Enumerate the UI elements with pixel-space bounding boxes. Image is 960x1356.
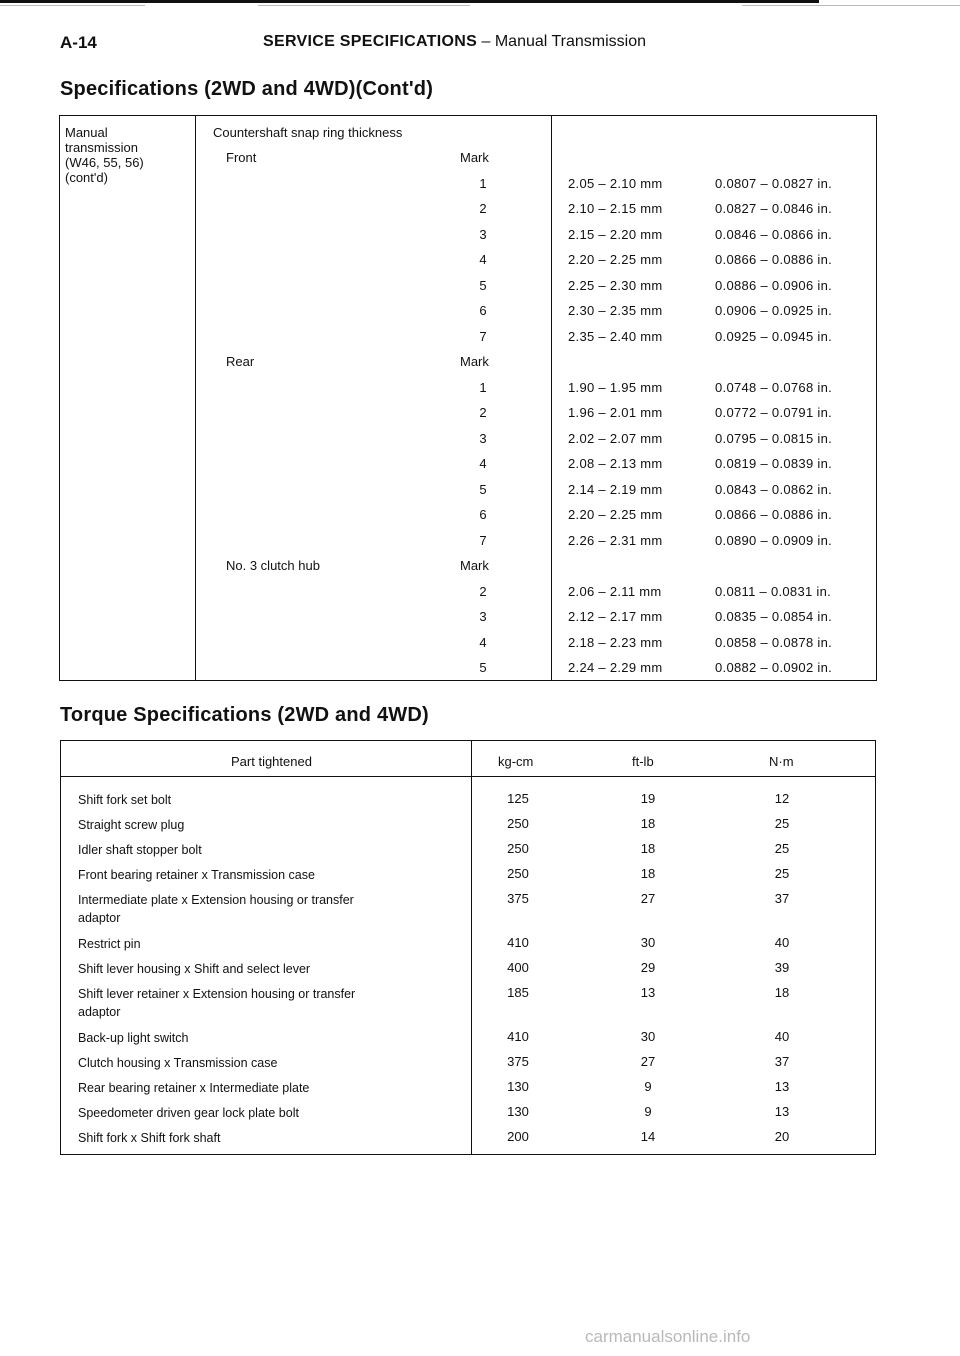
torque-part [78, 960, 428, 978]
mark-value: 2 [479, 201, 487, 216]
torque-ftlb: 30 [640, 935, 656, 950]
torque-kgcm: 410 [507, 935, 529, 950]
torque-ftlb: 9 [644, 1079, 652, 1094]
top-rule-right [742, 5, 960, 6]
mark-label: Mark [460, 150, 489, 165]
torque-part-line: Speedometer driven gear lock plate bolt [78, 1106, 299, 1120]
spec-category [65, 125, 144, 185]
mark-value: 5 [479, 660, 487, 675]
range-mm: 2.25 – 2.30 mm [568, 277, 663, 293]
range-mm: 2.20 – 2.25 mm [568, 252, 663, 267]
torque-nm: 40 [774, 1029, 790, 1044]
torque-nm: 37 [774, 1054, 790, 1069]
range-mm: 2.30 – 2.35 mm [568, 303, 663, 318]
torque-nm: 37 [774, 891, 790, 906]
torque-part-line: Back-up light switch [78, 1031, 189, 1045]
torque-part-line: Straight screw plug [78, 818, 185, 832]
mark-value: 3 [479, 430, 487, 446]
torque-part-line: Rear bearing retainer x Intermediate plate [78, 1081, 310, 1095]
torque-ftlb: 18 [640, 816, 656, 831]
range-inch: 0.0827 – 0.0846 in. [715, 201, 833, 216]
torque-kgcm: 200 [507, 1129, 529, 1144]
torque-part-line: Intermediate plate x Extension housing or transfer [78, 893, 354, 907]
mark-value: 6 [479, 303, 487, 318]
header-title-rest: – Manual Transmission [477, 33, 647, 50]
torque-part-line: Shift lever retainer x Extension housing or transfer [78, 987, 356, 1001]
mark-value: 1 [479, 175, 487, 191]
range-mm: 2.26 – 2.31 mm [568, 532, 663, 548]
spec-table-divider [195, 116, 196, 680]
range-mm: 2.12 – 2.17 mm [568, 609, 663, 624]
torque-part [78, 891, 428, 927]
group-name: No. 3 clutch hub [226, 558, 320, 573]
torque-nm: 13 [774, 1079, 790, 1094]
top-rule-left [0, 5, 145, 6]
torque-kgcm: 375 [507, 1054, 529, 1069]
torque-kgcm: 250 [507, 841, 529, 856]
mark-value: 4 [479, 456, 487, 471]
torque-nm: 13 [774, 1104, 790, 1119]
torque-part-line: Shift lever housing x Shift and select lever [78, 962, 311, 976]
header-rule [0, 0, 819, 3]
torque-part-line: Restrict pin [78, 937, 141, 951]
torque-kgcm: 125 [507, 791, 529, 806]
range-mm: 2.20 – 2.25 mm [568, 507, 663, 522]
torque-ftlb: 29 [640, 960, 656, 975]
range-mm: 2.15 – 2.20 mm [568, 226, 663, 242]
spec-table-divider [551, 116, 552, 680]
spec-item-title: Countershaft snap ring thickness [213, 125, 403, 140]
torque-kgcm: 375 [507, 891, 529, 906]
torque-ftlb: 13 [640, 985, 656, 1000]
torque-kgcm: 400 [507, 960, 529, 975]
torque-kgcm: 250 [507, 866, 529, 881]
mark-label: Mark [460, 558, 489, 573]
torque-part [78, 1029, 428, 1047]
range-inch: 0.0807 – 0.0827 in. [715, 175, 833, 191]
torque-part-line: Idler shaft stopper bolt [78, 843, 202, 857]
torque-ftlb: 30 [640, 1029, 656, 1044]
mark-value: 5 [479, 277, 487, 293]
range-mm: 2.08 – 2.13 mm [568, 456, 663, 471]
mark-value: 7 [479, 532, 487, 548]
spec-table [59, 115, 877, 681]
mark-value: 5 [479, 481, 487, 497]
mark-value: 4 [479, 634, 487, 650]
range-inch: 0.0843 – 0.0862 in. [715, 481, 833, 497]
mark-value: 3 [479, 609, 487, 624]
torque-kgcm: 130 [507, 1104, 529, 1119]
torque-ftlb: 9 [644, 1104, 652, 1119]
torque-nm: 25 [774, 841, 790, 856]
range-mm: 2.35 – 2.40 mm [568, 328, 663, 344]
torque-part [78, 935, 428, 953]
group-name: Rear [226, 354, 255, 369]
category-line: Manual [65, 125, 108, 140]
torque-part [78, 816, 428, 834]
mark-value: 1 [479, 379, 487, 395]
range-mm: 1.96 – 2.01 mm [568, 405, 663, 420]
range-mm: 2.06 – 2.11 mm [568, 583, 662, 599]
torque-part-line: adaptor [78, 911, 121, 925]
range-inch: 0.0811 – 0.0831 in. [715, 583, 832, 599]
mark-value: 2 [479, 583, 487, 599]
category-line: (cont'd) [65, 170, 108, 185]
range-inch: 0.0748 – 0.0768 in. [715, 379, 833, 395]
torque-nm: 18 [774, 985, 790, 1000]
range-mm: 2.10 – 2.15 mm [568, 201, 663, 216]
torque-part-line: Front bearing retainer x Transmission case [78, 868, 315, 882]
torque-part-line: Shift fork x Shift fork shaft [78, 1131, 221, 1145]
mark-value: 6 [479, 507, 487, 522]
range-inch: 0.0795 – 0.0815 in. [715, 430, 833, 446]
torque-part [78, 866, 428, 884]
range-inch: 0.0858 – 0.0878 in. [715, 634, 833, 650]
mark-value: 2 [479, 405, 487, 420]
torque-part [78, 791, 428, 809]
torque-nm: 25 [774, 816, 790, 831]
mark-label: Mark [460, 354, 489, 369]
torque-nm: 25 [774, 866, 790, 881]
footer-watermark: carmanualsonline.info [585, 1327, 751, 1346]
page-header-title [263, 33, 646, 51]
torque-nm: 40 [774, 935, 790, 950]
top-rule-mid [258, 5, 470, 6]
torque-section-title: Torque Specifications (2WD and 4WD) [60, 704, 429, 726]
torque-part-line: Clutch housing x Transmission case [78, 1056, 278, 1070]
torque-part [78, 985, 428, 1021]
page-number: A-14 [60, 33, 97, 52]
torque-ftlb: 18 [640, 841, 656, 856]
torque-kgcm: 250 [507, 816, 529, 831]
range-inch: 0.0882 – 0.0902 in. [715, 660, 833, 675]
torque-kgcm: 410 [507, 1029, 529, 1044]
header-kgcm: kg-cm [498, 754, 534, 769]
torque-nm: 12 [774, 791, 790, 806]
range-inch: 0.0866 – 0.0886 in. [715, 252, 833, 267]
torque-part-line: adaptor [78, 1005, 121, 1019]
torque-ftlb: 14 [640, 1129, 656, 1144]
torque-part [78, 841, 428, 859]
torque-ftlb: 27 [640, 891, 656, 906]
range-mm: 2.24 – 2.29 mm [568, 660, 663, 675]
torque-nm: 39 [774, 960, 790, 975]
range-inch: 0.0835 – 0.0854 in. [715, 609, 833, 624]
range-inch: 0.0866 – 0.0886 in. [715, 507, 833, 522]
torque-table [60, 740, 876, 1155]
torque-part [78, 1079, 428, 1097]
range-mm: 2.05 – 2.10 mm [568, 175, 663, 191]
category-line: (W46, 55, 56) [65, 155, 144, 170]
group-name: Front [226, 150, 257, 165]
torque-part [78, 1129, 428, 1147]
range-mm: 1.90 – 1.95 mm [568, 379, 663, 395]
range-inch: 0.0772 – 0.0791 in. [715, 405, 833, 420]
torque-header-rule [61, 776, 875, 777]
header-nm: N·m [769, 754, 794, 769]
torque-kgcm: 185 [507, 985, 529, 1000]
mark-value: 4 [479, 252, 487, 267]
header-part: Part tightened [231, 754, 312, 769]
torque-ftlb: 18 [640, 866, 656, 881]
torque-ftlb: 27 [640, 1054, 656, 1069]
spec-section-title: Specifications (2WD and 4WD)(Cont'd) [60, 78, 434, 100]
range-inch: 0.0886 – 0.0906 in. [715, 277, 833, 293]
category-line: transmission [65, 140, 138, 155]
mark-value: 7 [479, 328, 487, 344]
range-inch: 0.0925 – 0.0945 in. [715, 328, 833, 344]
range-mm: 2.02 – 2.07 mm [568, 430, 663, 446]
torque-part [78, 1054, 428, 1072]
torque-kgcm: 130 [507, 1079, 529, 1094]
range-mm: 2.14 – 2.19 mm [568, 481, 663, 497]
mark-value: 3 [479, 226, 487, 242]
header-ftlb: ft-lb [632, 754, 654, 769]
torque-part [78, 1104, 428, 1122]
range-mm: 2.18 – 2.23 mm [568, 634, 663, 650]
torque-ftlb: 19 [640, 791, 656, 806]
range-inch: 0.0846 – 0.0866 in. [715, 226, 833, 242]
torque-part-line: Shift fork set bolt [78, 793, 172, 807]
range-inch: 0.0819 – 0.0839 in. [715, 456, 833, 471]
range-inch: 0.0890 – 0.0909 in. [715, 532, 833, 548]
torque-column-divider [471, 741, 472, 1154]
range-inch: 0.0906 – 0.0925 in. [715, 303, 833, 318]
header-title-bold: SERVICE SPECIFICATIONS [263, 33, 478, 50]
torque-nm: 20 [774, 1129, 790, 1144]
